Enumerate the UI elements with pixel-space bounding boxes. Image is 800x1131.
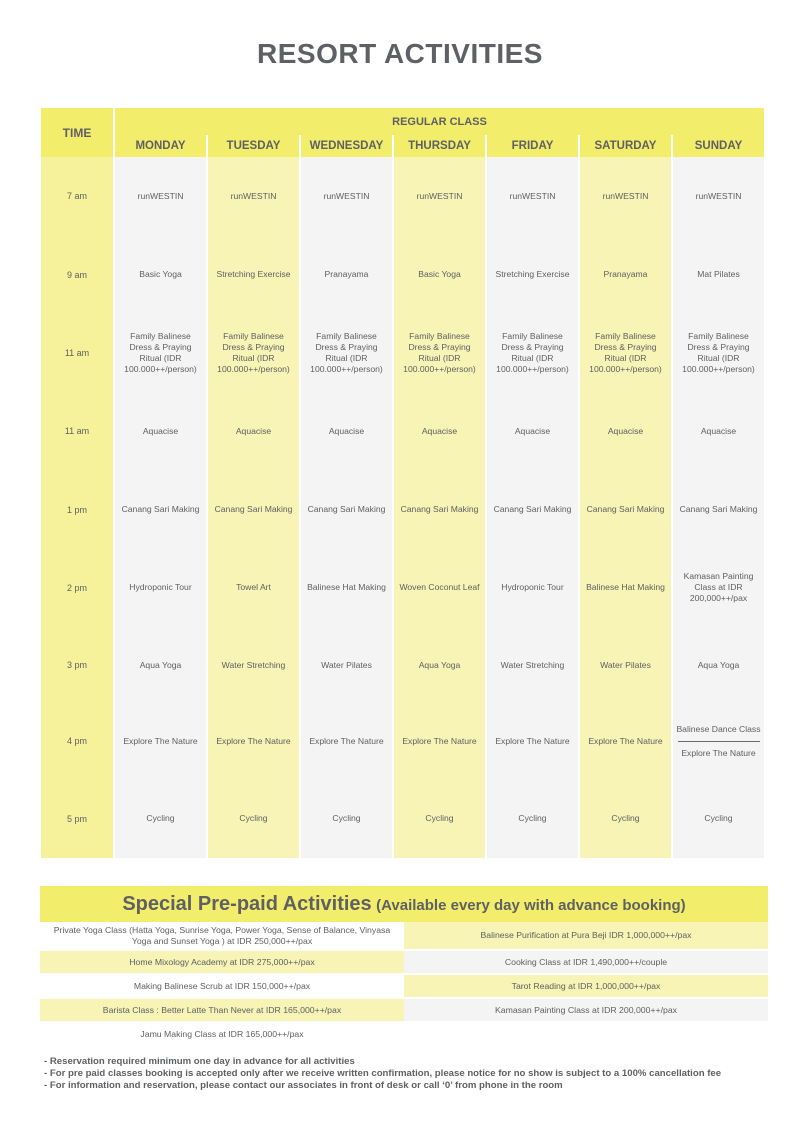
activity-cell: Kamasan Painting Class at IDR 200,000++/pax xyxy=(673,549,764,627)
activity-cell: Canang Sari Making xyxy=(394,470,485,548)
activity-cell: Family Balinese Dress & Praying Ritual (IDR 100.000++/person) xyxy=(208,314,299,392)
activity-cell: runWESTIN xyxy=(394,157,485,235)
activity-cell: Cycling xyxy=(208,780,299,858)
activity-cell: Explore The Nature xyxy=(580,703,671,779)
activity-cell: Explore The Nature xyxy=(301,703,392,779)
time-slot: 1 pm xyxy=(41,470,113,548)
time-slot: 3 pm xyxy=(41,627,113,703)
time-slot: 7 am xyxy=(41,157,113,235)
activity-cell: Family Balinese Dress & Praying Ritual (IDR 100.000++/person) xyxy=(115,314,206,392)
activity-cell: Water Stretching xyxy=(487,627,578,703)
activity-cell: Family Balinese Dress & Praying Ritual (IDR 100.000++/person) xyxy=(673,314,764,392)
activity-cell: Explore The Nature xyxy=(394,703,485,779)
note-item: - For pre paid classes booking is accepted only after we receive written confirmation, please notice for no show is subject to a 100% cancellation fee xyxy=(44,1068,722,1079)
special-activity-item: Barista Class : Better Latte Than Never at IDR 165,000++/pax xyxy=(40,999,404,1021)
activity-cell: Family Balinese Dress & Praying Ritual (IDR 100.000++/person) xyxy=(394,314,485,392)
notes xyxy=(44,1056,784,1092)
activity-cell: runWESTIN xyxy=(208,157,299,235)
special-subheading: (Available every day with advance booking) xyxy=(376,897,686,914)
day-header-wednesday: WEDNESDAY xyxy=(301,135,392,157)
special-activity-item: Home Mixology Academy at IDR 275,000++/pax xyxy=(40,951,404,973)
activity-cell: Cycling xyxy=(301,780,392,858)
activity-cell: Hydroponic Tour xyxy=(115,549,206,627)
activity-cell: Aquacise xyxy=(394,392,485,470)
cell-divider xyxy=(678,741,760,742)
special-activities-section xyxy=(40,886,768,1047)
time-slot: 11 am xyxy=(41,314,113,392)
time-slot: 2 pm xyxy=(41,549,113,627)
activity-cell: Basic Yoga xyxy=(115,235,206,313)
activity-cell: Aquacise xyxy=(487,392,578,470)
activity-cell: Cycling xyxy=(487,780,578,858)
activity-cell: Aquacise xyxy=(115,392,206,470)
activity-cell: runWESTIN xyxy=(673,157,764,235)
special-activities-list xyxy=(40,922,768,1047)
special-activity-item: Kamasan Painting Class at IDR 200,000++/pax xyxy=(404,999,768,1021)
activity-cell: Water Stretching xyxy=(208,627,299,703)
time-slot: 11 am xyxy=(41,392,113,470)
activity-cell: Canang Sari Making xyxy=(301,470,392,548)
activity-cell: Canang Sari Making xyxy=(115,470,206,548)
activity-cell: Water Pilates xyxy=(301,627,392,703)
special-activity-empty xyxy=(404,1023,768,1045)
activity-cell: Stretching Exercise xyxy=(487,235,578,313)
table-row xyxy=(41,703,764,779)
activity-cell: Cycling xyxy=(673,780,764,858)
activity-cell: Aqua Yoga xyxy=(115,627,206,703)
activity-cell: Balinese Hat Making xyxy=(580,549,671,627)
activity-cell: Water Pilates xyxy=(580,627,671,703)
time-slot: 4 pm xyxy=(41,703,113,779)
activity-cell: Cycling xyxy=(580,780,671,858)
special-heading: Special Pre-paid Activities xyxy=(122,893,372,915)
note-item: - Reservation required minimum one day in advance for all activities xyxy=(44,1056,355,1067)
activity-cell: Explore The Nature xyxy=(208,703,299,779)
table-row xyxy=(41,235,764,313)
sunday-extra-activity: Balinese Dance Class xyxy=(676,723,761,734)
day-header-thursday: THURSDAY xyxy=(394,135,485,157)
day-header-sunday: SUNDAY xyxy=(673,135,764,157)
activity-cell: Woven Coconut Leaf xyxy=(394,549,485,627)
special-activities-header xyxy=(40,886,768,922)
activity-cell: Aquacise xyxy=(301,392,392,470)
activity-cell: Aquacise xyxy=(673,392,764,470)
table-row xyxy=(41,392,764,470)
special-activity-item: Private Yoga Class (Hatta Yoga, Sunrise Yoga, Power Yoga, Sense of Balance, Vinyasa Yoga and Sunset Yoga ) at IDR 250,000++/pax xyxy=(40,922,404,949)
activity-cell: Balinese Hat Making xyxy=(301,549,392,627)
activity-cell: Aqua Yoga xyxy=(673,627,764,703)
activity-cell: Aquacise xyxy=(208,392,299,470)
activity-cell: Cycling xyxy=(394,780,485,858)
day-header-friday: FRIDAY xyxy=(487,135,578,157)
activity-cell: Hydroponic Tour xyxy=(487,549,578,627)
activity-cell: Canang Sari Making xyxy=(208,470,299,548)
special-activity-item: Balinese Purification at Pura Beji IDR 1,000,000++/pax xyxy=(404,922,768,949)
time-slot: 5 pm xyxy=(41,780,113,858)
activity-cell: runWESTIN xyxy=(487,157,578,235)
table-row xyxy=(41,314,764,392)
time-header: TIME xyxy=(41,108,113,157)
page-title: RESORT ACTIVITIES xyxy=(257,38,543,69)
activity-cell xyxy=(673,703,764,779)
activity-cell: Explore The Nature xyxy=(115,703,206,779)
activity-cell: Canang Sari Making xyxy=(673,470,764,548)
activity-cell: Aqua Yoga xyxy=(394,627,485,703)
activity-cell: Canang Sari Making xyxy=(487,470,578,548)
activity-cell: Cycling xyxy=(115,780,206,858)
activity-cell: runWESTIN xyxy=(115,157,206,235)
special-activity-item: Jamu Making Class at IDR 165,000++/pax xyxy=(40,1023,404,1045)
day-header-tuesday: TUESDAY xyxy=(208,135,299,157)
special-activity-item: Tarot Reading at IDR 1,000,000++/pax xyxy=(404,975,768,997)
activity-cell: Family Balinese Dress & Praying Ritual (IDR 100.000++/person) xyxy=(487,314,578,392)
special-activity-item: Cooking Class at IDR 1,490,000++/couple xyxy=(404,951,768,973)
table-row xyxy=(41,627,764,703)
activity-cell: Explore The Nature xyxy=(487,703,578,779)
sunday-activity: Explore The Nature xyxy=(681,747,756,758)
activity-cell: Canang Sari Making xyxy=(580,470,671,548)
day-header-monday: MONDAY xyxy=(115,135,206,157)
activity-cell: runWESTIN xyxy=(301,157,392,235)
activity-cell: Mat Pilates xyxy=(673,235,764,313)
activity-cell: runWESTIN xyxy=(580,157,671,235)
special-activity-item: Making Balinese Scrub at IDR 150,000++/pax xyxy=(40,975,404,997)
time-slot: 9 am xyxy=(41,235,113,313)
table-row xyxy=(41,157,764,235)
activity-cell: Towel Art xyxy=(208,549,299,627)
activity-cell: Aquacise xyxy=(580,392,671,470)
day-header-saturday: SATURDAY xyxy=(580,135,671,157)
note-item: - For information and reservation, please contact our associates in front of desk or call ‘0’ from phone in the room xyxy=(44,1080,563,1091)
table-row xyxy=(41,780,764,858)
regular-class-header: REGULAR CLASS xyxy=(115,108,764,135)
table-row xyxy=(41,549,764,627)
table-row xyxy=(41,470,764,548)
activity-cell: Family Balinese Dress & Praying Ritual (IDR 100.000++/person) xyxy=(580,314,671,392)
activity-cell: Family Balinese Dress & Praying Ritual (IDR 100.000++/person) xyxy=(301,314,392,392)
activity-cell: Basic Yoga xyxy=(394,235,485,313)
activity-cell: Stretching Exercise xyxy=(208,235,299,313)
activity-cell: Pranayama xyxy=(580,235,671,313)
schedule-table xyxy=(39,108,766,858)
activity-cell: Pranayama xyxy=(301,235,392,313)
